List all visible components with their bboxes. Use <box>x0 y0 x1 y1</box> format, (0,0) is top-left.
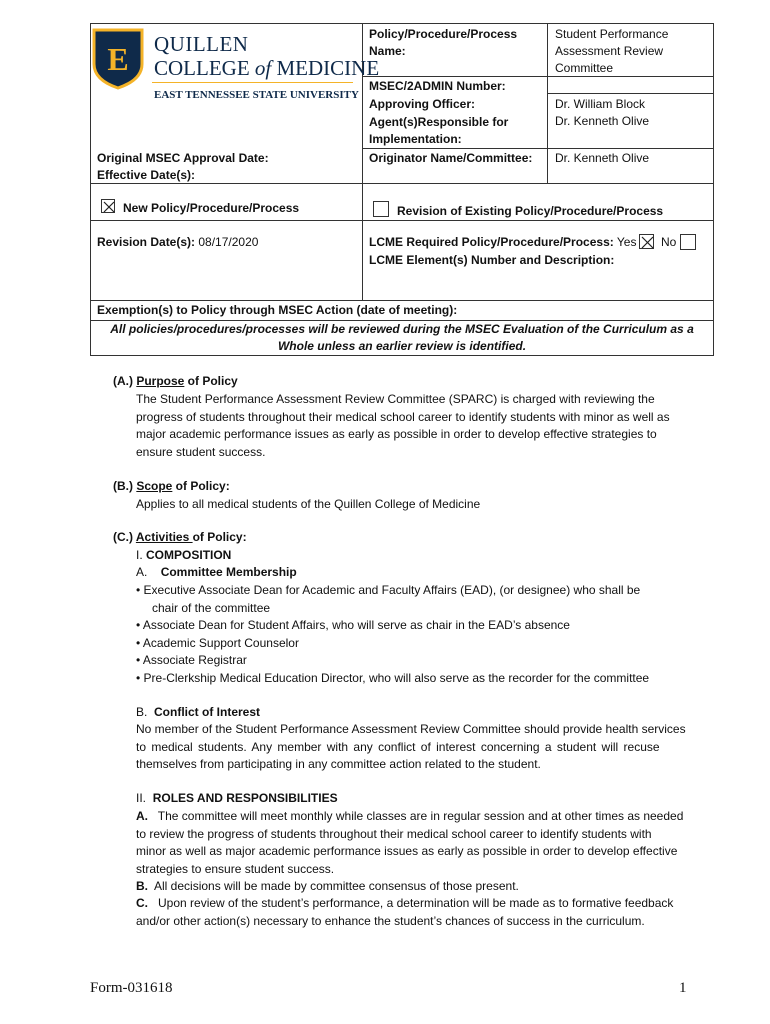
composition-heading: I. COMPOSITION <box>136 548 232 562</box>
originator-value: Dr. Kenneth Olive <box>555 151 650 165</box>
revision-dates: Revision Date(s): 08/17/2020 <box>97 235 259 249</box>
section-a-text: The Student Performance Assessment Review Committee (SPARC) is charged with reviewing the progress of students throughout their medical school career to identify students with minor as well as major academic performance issues as early as possible in order to develop effective strategies to ensure student success. <box>136 392 670 459</box>
agents-value: Dr. Kenneth Olive <box>555 114 650 128</box>
shield-letter: E <box>107 41 129 77</box>
policy-name-value: Student Performance Assessment Review Committee <box>555 27 669 75</box>
revision-existing-label: Revision of Existing Policy/Procedure/Process <box>397 204 664 218</box>
revision-existing-checkbox[interactable] <box>373 201 389 217</box>
new-policy-label: New Policy/Procedure/Process <box>123 201 300 215</box>
lcme-yes-checkbox[interactable] <box>639 234 654 249</box>
agents-label: Agent(s)Responsible for Implementation: <box>369 115 509 146</box>
section-b-heading: (B.) Scope of Policy: <box>113 479 230 493</box>
lcme-elements-label: LCME Element(s) Number and Description: <box>369 253 615 267</box>
conflict-text: No member of the Student Performance Assessment Review Committee should provide health services to medical students. Any member with any conflict of interest concerning a student will recuse themselves from participating in any committee action related to the student. <box>136 722 686 771</box>
form-id: Form-031618 <box>90 980 173 996</box>
lcme-no-checkbox[interactable] <box>680 234 696 250</box>
section-c-heading: (C.) Activities of Policy: <box>113 530 247 544</box>
list-item: • Academic Support Counselor <box>136 635 299 650</box>
approving-officer-value: Dr. William Block <box>555 97 646 111</box>
list-item: • Pre-Clerkship Medical Education Director, who will also serve as the recorder for the committee <box>136 670 650 685</box>
lcme-required: LCME Required Policy/Procedure/Process: Yes <box>369 235 637 249</box>
section-a-heading: (A.) Purpose of Policy <box>113 374 238 388</box>
conflict-heading: B. Conflict of Interest <box>136 705 261 719</box>
review-note: All policies/procedures/processes will be reviewed during the MSEC Evaluation of the Curriculum as a Whole unless an earlier review is identified. <box>110 322 694 353</box>
lcme-no-label: No <box>661 235 677 249</box>
list-item-cont: chair of the committee <box>152 600 271 615</box>
roles-c: C. Upon review of the student’s performance, a determination will be made as to formative feedback and/or other action(s) necessary to enhance the student’s chances of success in the curriculum. <box>136 896 674 928</box>
effective-dates-label: Effective Date(s): <box>97 168 196 182</box>
logo-line2: COLLEGE of MEDICINE <box>154 56 380 80</box>
list-item: • Associate Dean for Student Affairs, who will serve as chair in the EAD’s absence <box>136 618 570 632</box>
msec-number-label: MSEC/2ADMIN Number: <box>369 79 506 93</box>
member-list <box>136 582 649 687</box>
list-item: • Executive Associate Dean for Academic and Faculty Affairs (EAD), (or designee) who shall be <box>136 583 641 597</box>
exemptions-label: Exemption(s) to Policy through MSEC Action (date of meeting): <box>97 303 458 317</box>
logo-line3: EAST TENNESSEE STATE UNIVERSITY <box>154 89 359 101</box>
originator-label: Originator Name/Committee: <box>369 151 533 165</box>
section-b-text: Applies to all medical students of the Quillen College of Medicine <box>136 497 481 511</box>
approving-officer-label: Approving Officer: <box>369 97 476 111</box>
shield-icon <box>92 28 144 90</box>
logo-line1: QUILLEN <box>154 32 249 56</box>
list-item: • Associate Registrar <box>136 653 247 667</box>
new-policy-checkbox[interactable] <box>101 199 115 213</box>
check-x-icon <box>640 235 655 250</box>
original-approval-label: Original MSEC Approval Date: <box>97 151 269 165</box>
roles-a: A. The committee will meet monthly while classes are in regular session and at other times as needed to review the progress of students throughout their medical school career to identify students with minor as well as major academic performance issues as early as possible in order to develop effective strategies to ensure student success. <box>136 809 684 876</box>
page-number: 1 <box>679 980 687 996</box>
policy-name-label: Policy/Procedure/Process Name: <box>369 27 518 58</box>
check-x-icon <box>102 200 116 214</box>
roles-b: B. All decisions will be made by committee consensus of those present. <box>136 879 519 893</box>
membership-heading: A. Committee Membership <box>136 565 297 579</box>
roles-heading: II. ROLES AND RESPONSIBILITIES <box>136 791 338 805</box>
